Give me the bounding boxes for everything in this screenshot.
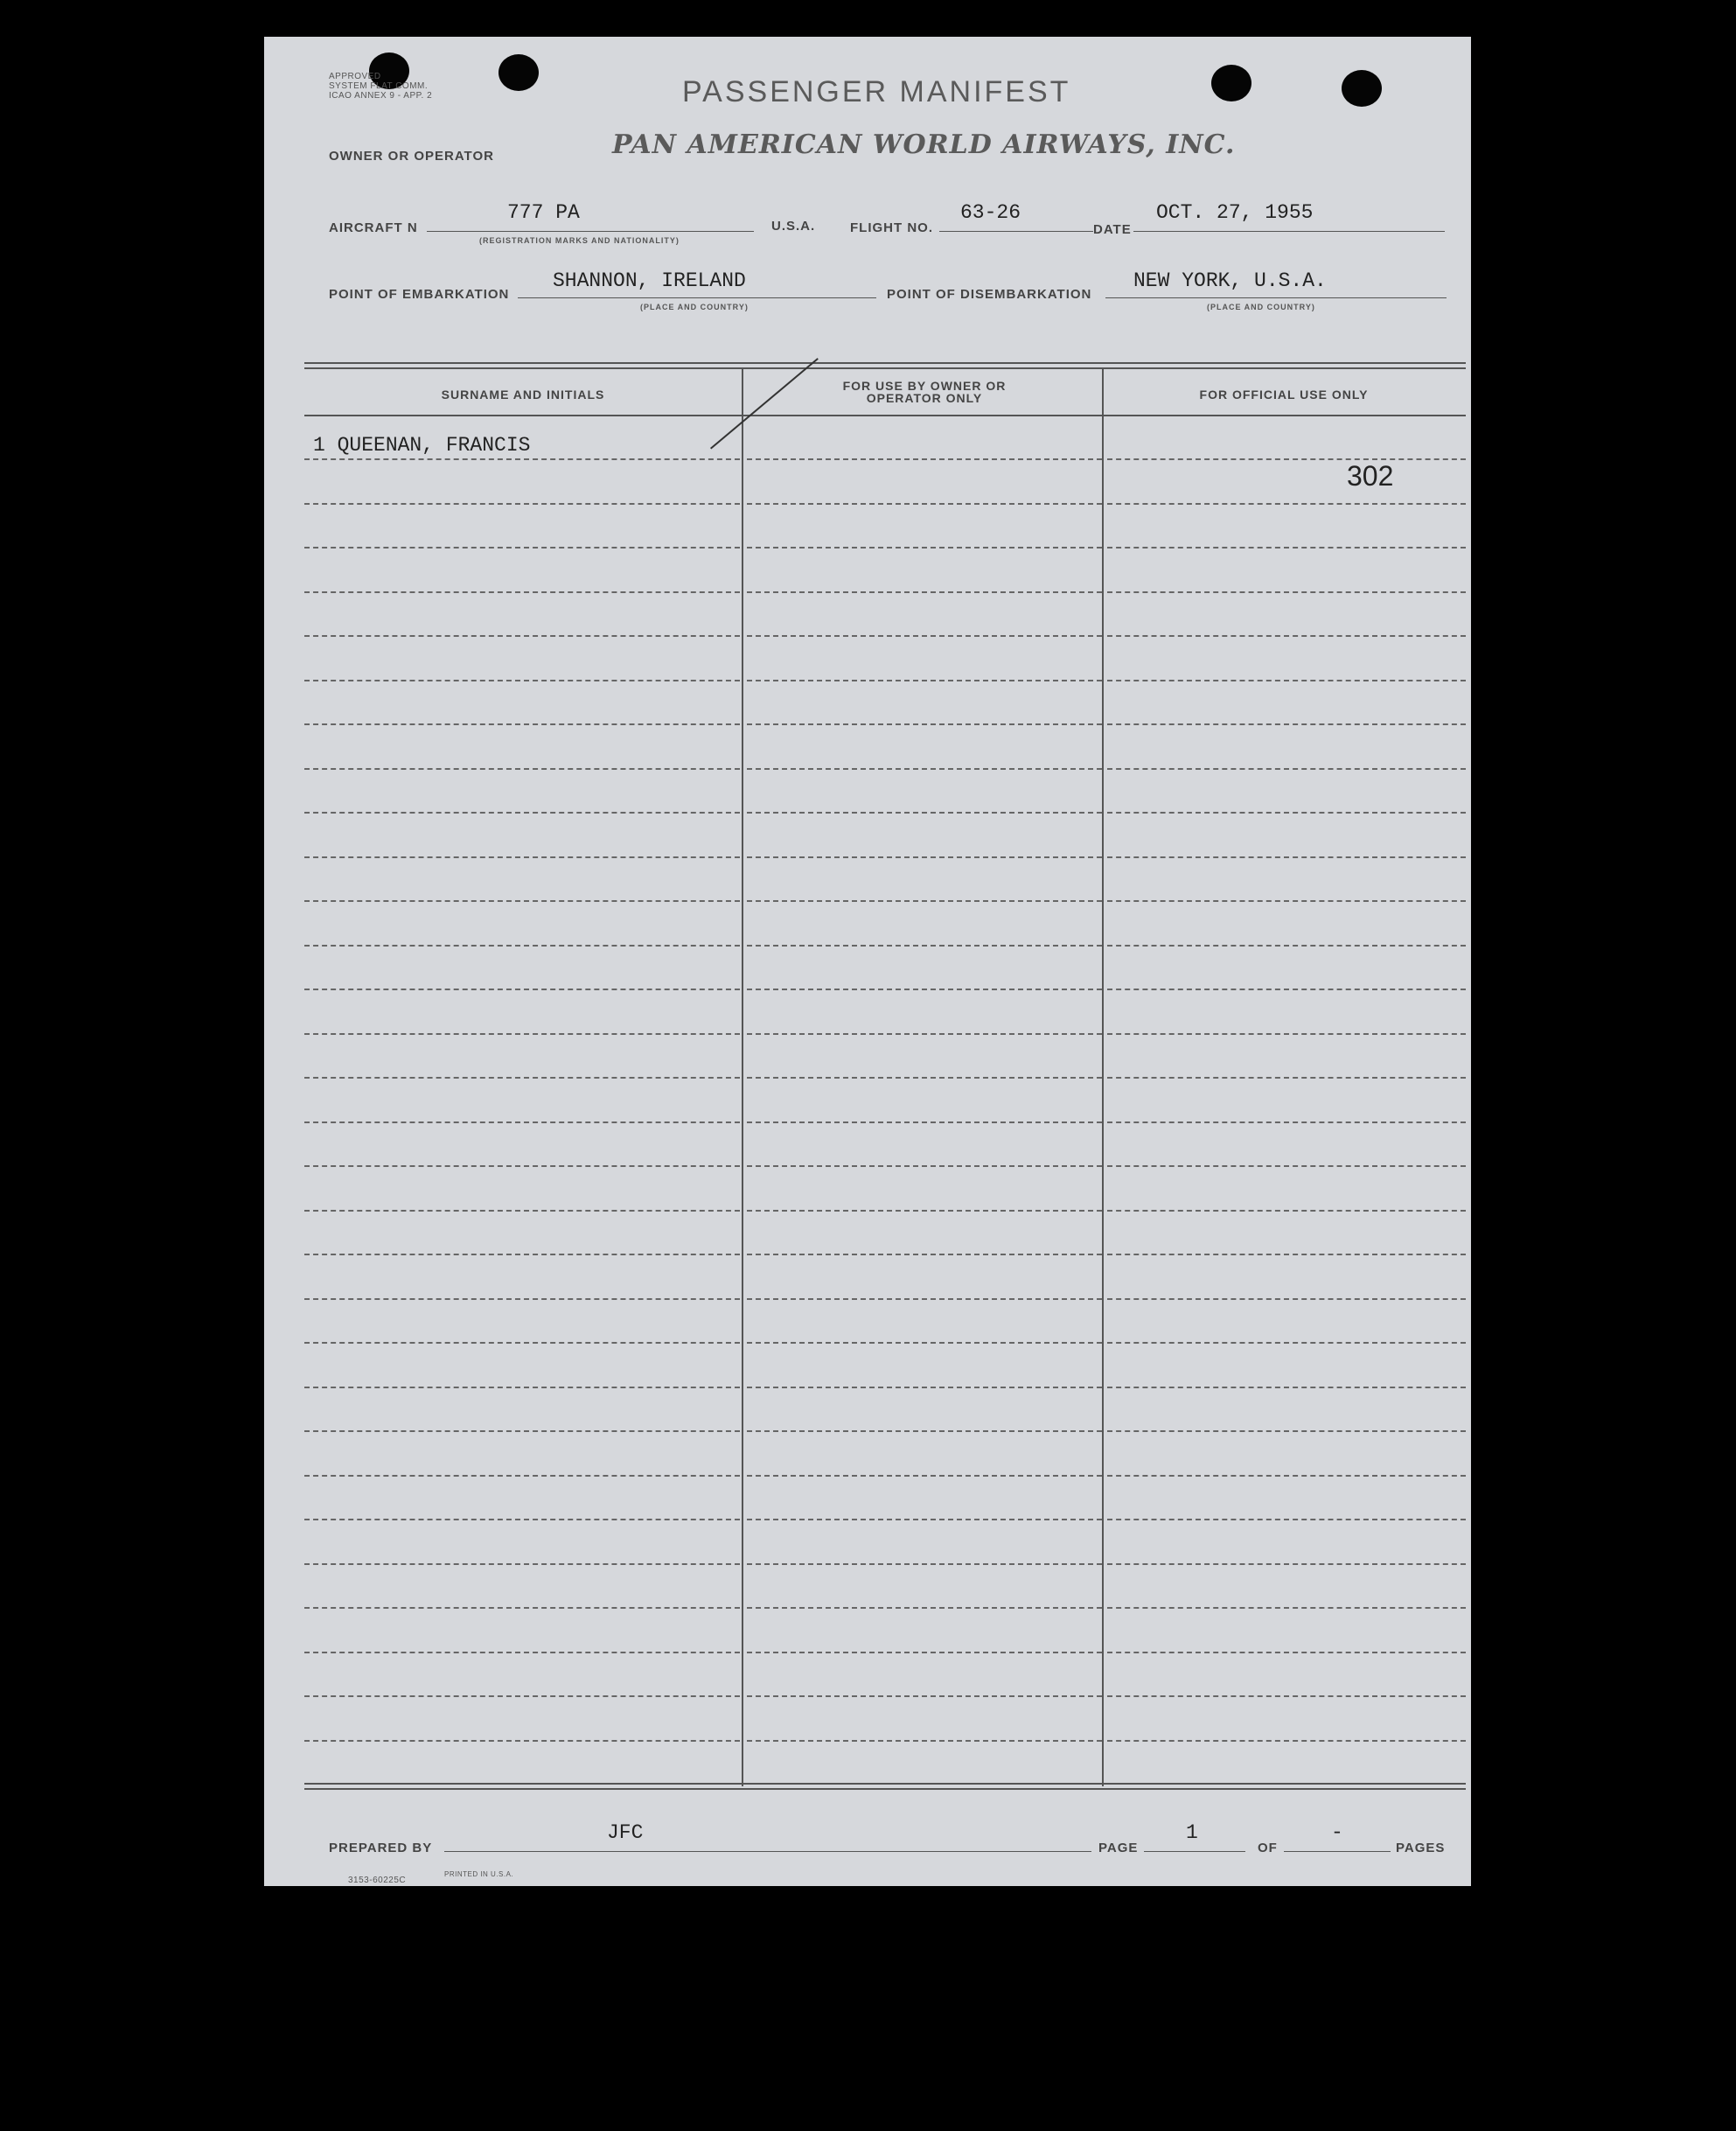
embark-value: SHANNON, IRELAND: [553, 269, 746, 292]
header-owner-use: FOR USE BY OWNER OR OPERATOR ONLY: [842, 379, 1007, 405]
ruled-line: [304, 1695, 740, 1697]
ruled-line: [1107, 458, 1466, 460]
ruled-line: [747, 1430, 1102, 1432]
owner-label: OWNER OR OPERATOR: [329, 149, 494, 164]
ruled-line: [747, 900, 1102, 902]
ruled-line: [1107, 1165, 1466, 1167]
country-label: U.S.A.: [771, 219, 816, 234]
ruled-line: [747, 1033, 1102, 1035]
punch-hole: [1211, 65, 1251, 101]
ruled-line: [747, 1695, 1102, 1697]
punch-hole: [1342, 70, 1382, 107]
ruled-line: [747, 1387, 1102, 1388]
embark-sub: (PLACE AND COUNTRY): [640, 303, 749, 311]
ruled-line: [1107, 1607, 1466, 1609]
page-value: 1: [1186, 1821, 1198, 1844]
ruled-line: [304, 680, 740, 681]
field-underline: [1284, 1851, 1391, 1852]
ruled-line: [1107, 1254, 1466, 1255]
ruled-line: [304, 1607, 740, 1609]
ruled-line: [747, 547, 1102, 548]
ruled-line: [304, 1210, 740, 1212]
field-underline: [518, 297, 876, 298]
ruled-line: [747, 768, 1102, 770]
ruled-line: [304, 989, 740, 990]
ruled-line: [304, 1254, 740, 1255]
ruled-line: [747, 635, 1102, 637]
ruled-line: [747, 1519, 1102, 1520]
ruled-line: [747, 1210, 1102, 1212]
pages-label: PAGES: [1396, 1841, 1446, 1855]
column-divider: [1102, 369, 1104, 1786]
column-divider: [742, 369, 743, 1786]
flight-value: 63-26: [960, 201, 1021, 224]
ruled-line: [304, 547, 740, 548]
ruled-line: [747, 856, 1102, 858]
ruled-line: [304, 1740, 740, 1742]
ruled-line: [304, 635, 740, 637]
ruled-line: [747, 591, 1102, 593]
flight-label: FLIGHT NO.: [850, 220, 933, 235]
ruled-line: [304, 945, 740, 947]
ruled-line: [1107, 723, 1466, 725]
punch-hole: [498, 54, 539, 91]
ruled-line: [747, 458, 1102, 460]
ruled-line: [304, 1652, 740, 1653]
prepared-label: PREPARED BY: [329, 1841, 433, 1855]
ruled-line: [304, 1121, 740, 1123]
aircraft-sub: (REGISTRATION MARKS AND NATIONALITY): [479, 236, 680, 245]
table-top-rule: [304, 367, 1466, 369]
passenger-name: 1 QUEENAN, FRANCIS: [313, 434, 531, 457]
ruled-line: [1107, 1740, 1466, 1742]
field-underline: [427, 231, 754, 232]
ruled-line: [1107, 1519, 1466, 1520]
ruled-line: [747, 1165, 1102, 1167]
ruled-line: [1107, 812, 1466, 814]
ruled-line: [747, 1563, 1102, 1565]
ruled-line: [747, 945, 1102, 947]
date-value: OCT. 27, 1955: [1156, 201, 1314, 224]
approval-line: APPROVED: [329, 72, 381, 81]
ruled-line: [304, 1165, 740, 1167]
official-number: 302: [1347, 460, 1394, 492]
field-underline: [1133, 231, 1445, 232]
disembark-label: POINT OF DISEMBARKATION: [887, 287, 1092, 302]
ruled-line: [304, 768, 740, 770]
date-label: DATE: [1093, 222, 1132, 237]
ruled-line: [747, 1607, 1102, 1609]
ruled-line: [1107, 1652, 1466, 1653]
ruled-line: [304, 723, 740, 725]
ruled-line: [304, 1387, 740, 1388]
ruled-line: [1107, 1387, 1466, 1388]
of-label: OF: [1258, 1841, 1278, 1855]
manifest-form: [264, 37, 1471, 1886]
ruled-line: [1107, 680, 1466, 681]
ruled-line: [304, 1298, 740, 1300]
owner-name: PAN AMERICAN WORLD AIRWAYS, INC.: [612, 129, 1236, 160]
ruled-line: [747, 989, 1102, 990]
ruled-line: [304, 1519, 740, 1520]
ruled-line: [1107, 1342, 1466, 1344]
ruled-line: [1107, 1430, 1466, 1432]
printed-mark: PRINTED IN U.S.A.: [444, 1870, 514, 1878]
disembark-sub: (PLACE AND COUNTRY): [1207, 303, 1315, 311]
prepared-value: JFC: [607, 1821, 644, 1844]
ruled-line: [747, 1298, 1102, 1300]
field-underline: [444, 1851, 1091, 1852]
ruled-line: [1107, 591, 1466, 593]
ruled-line: [747, 1254, 1102, 1255]
ruled-line: [747, 503, 1102, 505]
ruled-line: [1107, 989, 1466, 990]
ruled-line: [304, 1430, 740, 1432]
ruled-line: [1107, 1033, 1466, 1035]
of-value: -: [1331, 1821, 1343, 1844]
ruled-line: [747, 1342, 1102, 1344]
ruled-line: [304, 856, 740, 858]
ruled-line: [1107, 635, 1466, 637]
ruled-line: [304, 1077, 740, 1079]
ruled-line: [747, 812, 1102, 814]
form-number: 3153-60225C: [348, 1876, 407, 1885]
header-surname: SURNAME AND INITIALS: [441, 388, 605, 402]
ruled-line: [1107, 1210, 1466, 1212]
pen-stroke: [710, 358, 819, 449]
table-bottom-rule: [304, 1783, 1466, 1785]
ruled-line: [1107, 547, 1466, 548]
approval-line: ICAO ANNEX 9 - APP. 2: [329, 91, 433, 101]
ruled-line: [304, 1475, 740, 1477]
ruled-line: [304, 1342, 740, 1344]
ruled-line: [304, 812, 740, 814]
table-bottom-rule: [304, 1788, 1466, 1790]
table-top-rule: [304, 362, 1466, 364]
ruled-line: [304, 591, 740, 593]
ruled-line: [1107, 856, 1466, 858]
ruled-line: [1107, 1121, 1466, 1123]
aircraft-label: AIRCRAFT N: [329, 220, 418, 235]
ruled-line: [1107, 945, 1466, 947]
ruled-line: [304, 900, 740, 902]
ruled-line: [304, 458, 740, 460]
ruled-line: [747, 1077, 1102, 1079]
disembark-value: NEW YORK, U.S.A.: [1133, 269, 1327, 292]
ruled-line: [304, 1033, 740, 1035]
page-label: PAGE: [1098, 1841, 1139, 1855]
ruled-line: [1107, 1298, 1466, 1300]
header-rule: [304, 415, 1466, 416]
field-underline: [1144, 1851, 1245, 1852]
field-underline: [939, 231, 1093, 232]
ruled-line: [747, 1475, 1102, 1477]
ruled-line: [1107, 1475, 1466, 1477]
approval-line: SYSTEM FLAT COMM.: [329, 81, 429, 91]
ruled-line: [747, 1740, 1102, 1742]
ruled-line: [1107, 900, 1466, 902]
ruled-line: [747, 723, 1102, 725]
ruled-line: [304, 1563, 740, 1565]
ruled-line: [1107, 1077, 1466, 1079]
ruled-line: [747, 1121, 1102, 1123]
header-official-use: FOR OFFICIAL USE ONLY: [1199, 388, 1369, 402]
ruled-line: [747, 680, 1102, 681]
form-title: PASSENGER MANIFEST: [682, 75, 1071, 108]
ruled-line: [1107, 1695, 1466, 1697]
ruled-line: [747, 1652, 1102, 1653]
approval-stamp: [329, 72, 432, 101]
ruled-line: [304, 503, 740, 505]
ruled-line: [1107, 503, 1466, 505]
ruled-line: [1107, 1563, 1466, 1565]
ruled-line: [1107, 768, 1466, 770]
embark-label: POINT OF EMBARKATION: [329, 287, 510, 302]
field-underline: [1105, 297, 1447, 298]
aircraft-value: 777 PA: [507, 201, 580, 224]
